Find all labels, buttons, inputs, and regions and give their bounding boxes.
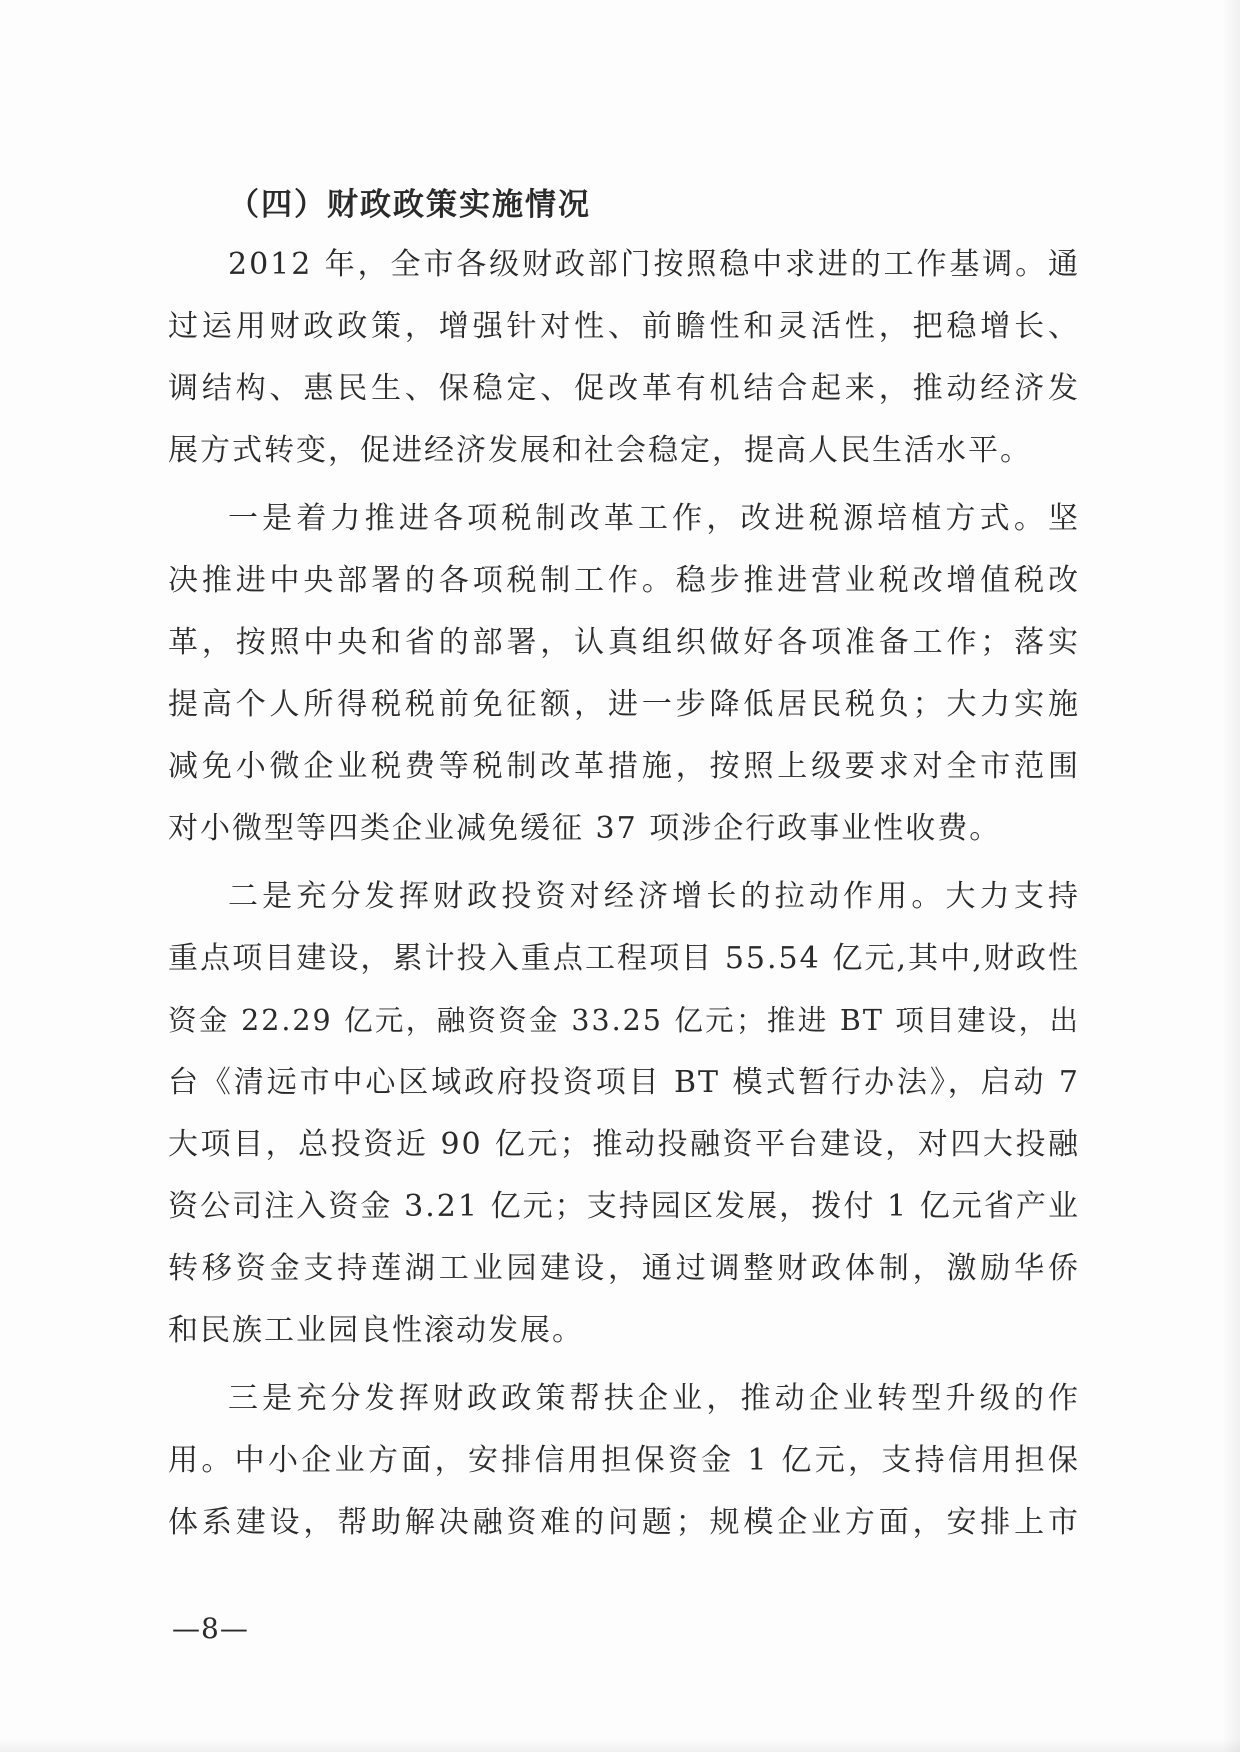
paragraph-line: 决推进中央部署的各项税制工作。稳步推进营业税改增值税改 [168,563,1080,598]
paragraph-line: 体系建设，帮助解决融资难的问题；规模企业方面，安排上市 [168,1505,1080,1540]
paragraph-line: 用。中小企业方面，安排信用担保资金 1 亿元，支持信用担保 [168,1443,1080,1478]
paragraph-2 [168,488,1080,860]
paragraph-line: 三是充分发挥财政政策帮扶企业，推动企业转型升级的作 [228,1381,1080,1416]
scan-edge-bottom [0,1738,1240,1752]
paragraph-line: 转移资金支持莲湖工业园建设，通过调整财政体制，激励华侨 [168,1251,1080,1286]
paragraph-1 [168,234,1080,482]
paragraph-line: 大项目，总投资近 90 亿元；推动投融资平台建设，对四大投融 [168,1127,1080,1162]
paragraph-3 [168,866,1080,1362]
scan-edge-right [1222,0,1240,1752]
paragraph-line: 台《清远市中心区域政府投资项目 BT 模式暂行办法》，启动 7 [168,1065,1080,1100]
paragraph-line: 2012 年，全市各级财政部门按照稳中求进的工作基调。通 [228,247,1080,282]
paragraph-line: 对小微型等四类企业减免缓征 37 项涉企行政事业性收费。 [168,811,1002,846]
paragraph-line: 革，按照中央和省的部署，认真组织做好各项准备工作；落实 [168,625,1080,660]
paragraph-line: 减免小微企业税费等税制改革措施，按照上级要求对全市范围 [168,749,1080,784]
paragraph-line: 资金 22.29 亿元，融资资金 33.25 亿元；推进 BT 项目建设，出 [168,1004,1080,1037]
document-body [168,176,1080,1554]
paragraph-line: 二是充分发挥财政投资对经济增长的拉动作用。大力支持 [228,879,1080,914]
paragraph-line: 调结构、惠民生、保稳定、促改革有机结合起来，推动经济发 [168,371,1080,406]
paragraph-4 [168,1368,1080,1554]
paragraph-line: 一是着力推进各项税制改革工作，改进税源培植方式。坚 [228,501,1080,536]
page-number: —8— [172,1612,249,1645]
section-heading: （四）财政政策实施情况 [228,187,591,223]
paragraph-line: 资公司注入资金 3.21 亿元；支持园区发展，拨付 1 亿元省产业 [168,1189,1080,1224]
paragraph-line: 提高个人所得税税前免征额，进一步降低居民税负；大力实施 [168,687,1080,722]
paragraph-line: 过运用财政政策，增强针对性、前瞻性和灵活性，把稳增长、 [168,309,1080,344]
paragraph-line: 和民族工业园良性滚动发展。 [168,1313,584,1348]
paragraph-line: 展方式转变，促进经济发展和社会稳定，提高人民生活水平。 [168,433,1032,468]
paragraph-line: 重点项目建设，累计投入重点工程项目 55.54 亿元,其中,财政性 [168,941,1080,976]
